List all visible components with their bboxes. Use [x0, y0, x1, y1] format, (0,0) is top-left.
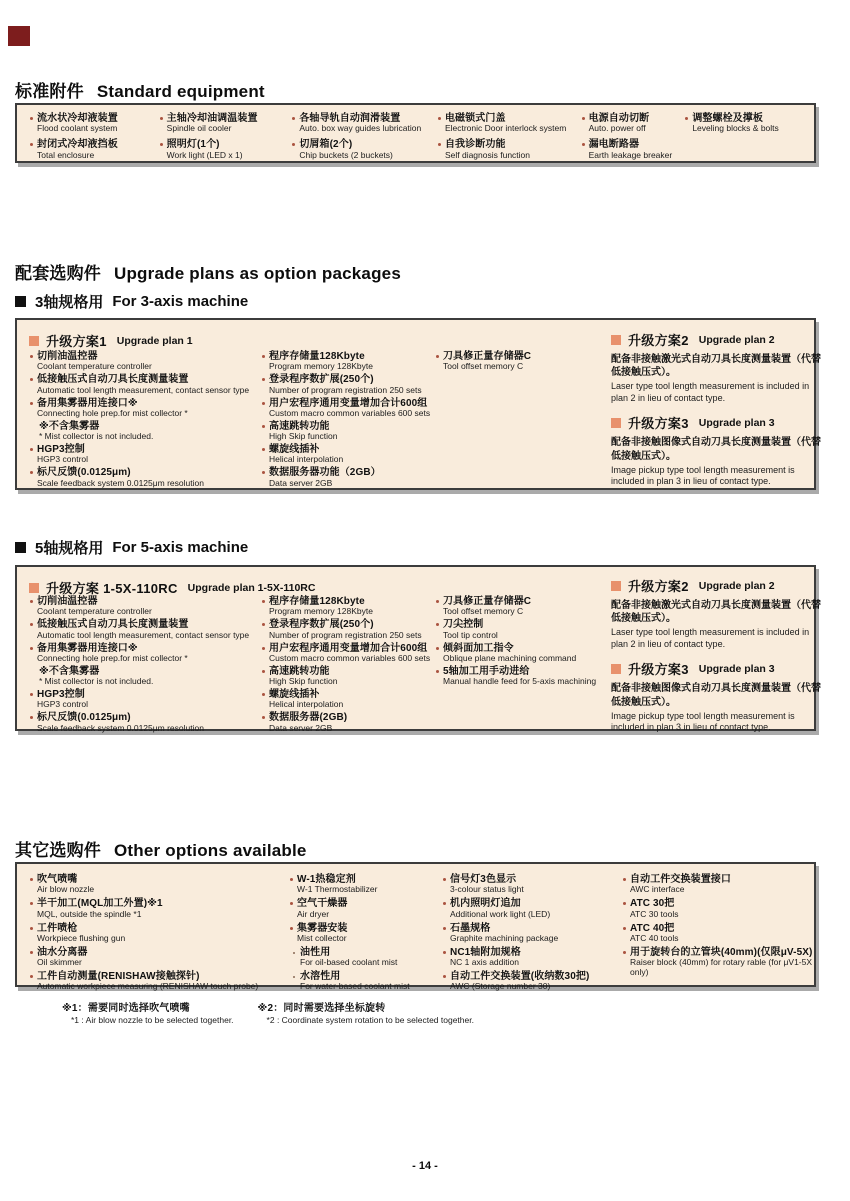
item-label-en: NC 1 axis addition: [450, 957, 519, 968]
plan2-desc-en: Laser type tool length measurement is included in plan 2 in lieu of contact type.: [611, 381, 810, 403]
subsection-title-zh: 5轴规格用: [35, 540, 104, 557]
item-label-en: Automatic tool length measurement, contact sensor type: [37, 629, 250, 640]
plan-square-icon: [611, 335, 621, 345]
item-label-zh: 低接触压式自动刀具长度测量装置: [37, 619, 189, 631]
item-label-zh: 刀具修正量存储器C: [443, 596, 532, 607]
plans-2-3-column: [611, 576, 825, 739]
plan-square-icon: [611, 581, 621, 591]
option-item: [29, 619, 257, 640]
item-label-zh: 油水分离器: [37, 946, 88, 958]
item-label-en: Additional work light (LED): [450, 908, 551, 919]
option-item: [261, 619, 449, 640]
subsection-title-en: For 5-axis machine: [112, 539, 249, 556]
item-label-en: Air dryer: [297, 908, 330, 919]
equipment-item: [291, 139, 432, 160]
option-item: [435, 619, 603, 640]
item-label-zh: 数据服务器功能（2GB）: [269, 467, 381, 479]
item-label-zh: 电磁锁式门盖: [444, 113, 506, 124]
section-title-zh: 配套选购件: [15, 264, 101, 283]
equipment-column: [159, 113, 292, 161]
item-label-en: Coolant temperature controller: [37, 361, 152, 372]
item-label-zh: 工件喷枪: [37, 922, 78, 934]
plan2-desc-zh: 配备非接触激光式自动刀具长度测量装置（代替低接触压式）。: [611, 354, 821, 379]
item-label-zh: 自动工件交换装置接口: [630, 874, 731, 885]
black-square-icon: [15, 542, 26, 553]
equipment-item: [29, 139, 154, 160]
item-label-en: Oil skimmer: [37, 957, 82, 968]
item-label-en: MQL, outside the spindle *1: [37, 908, 142, 919]
section-title-zh: 其它选购件: [15, 841, 101, 860]
options-column: [289, 874, 447, 995]
option-item: [261, 421, 449, 442]
item-label-zh: HGP3控制: [37, 689, 85, 700]
item-label-zh: 登录程序数扩展(250个): [269, 374, 374, 386]
item-label-en: Automatic workpiece measuring (RENISHAW touch probe): [37, 981, 259, 992]
plan2-header: [611, 330, 825, 349]
item-label-en: Data server 2GB: [269, 722, 333, 733]
plans-2-3-column: [611, 330, 825, 493]
plan3-desc-zh: 配备非接触图像式自动刀具长度测量装置（代替低接触压式）。: [611, 683, 821, 708]
plan-title-en: Upgrade plan 3: [698, 662, 775, 675]
item-label-en: For water-based coolant mist: [300, 981, 410, 992]
plan1-column-b: [261, 351, 449, 491]
option-item: [29, 712, 257, 733]
plan-title-zh: 升级方案1: [46, 334, 107, 349]
item-label-en: Program memory 128Kbyte: [269, 606, 373, 617]
item-label-en: Leveling blocks & bolts: [692, 123, 779, 134]
item-label-en: Scale feedback system 0.0125μm resolution: [37, 477, 204, 488]
item-label-zh: 程序存储量128Kbyte: [269, 596, 365, 607]
options-column: [622, 874, 824, 981]
option-item: [442, 898, 622, 919]
item-label-en: Number of program registration 250 sets: [269, 384, 422, 395]
equipment-item: [581, 139, 680, 160]
item-label-zh: 切削油温控器: [37, 351, 98, 362]
option-item: [289, 923, 447, 944]
plan-square-icon: [611, 418, 621, 428]
black-square-icon: [15, 296, 26, 307]
item-label-zh: 数据服务器(2GB): [269, 712, 348, 724]
equipment-item: [437, 139, 576, 160]
item-label-en: Spindle oil cooler: [166, 123, 232, 134]
section-title-other: [15, 836, 307, 861]
item-label-en: Helical interpolation: [269, 699, 344, 710]
plan-square-icon: [29, 336, 39, 346]
option-item: [261, 596, 449, 617]
plan-title-zh: 升级方案2: [628, 333, 689, 348]
item-label-en: Helical interpolation: [269, 454, 344, 465]
option-item: [442, 923, 622, 944]
item-label-zh: ATC 40把: [630, 922, 675, 934]
item-label-en: * Mist collector is not included.: [39, 676, 154, 687]
item-label-en: AWC interface: [630, 884, 685, 895]
item-label-zh: 电源自动切断: [588, 113, 650, 124]
item-label-zh: 信号灯3色显示: [450, 874, 517, 885]
item-label-zh: 切屑箱(2个): [299, 139, 353, 151]
option-item: [29, 971, 291, 992]
item-label-zh: 半干加工(MQL加工外置)※1: [37, 898, 163, 910]
upgrade-5axis-box: [15, 565, 821, 733]
subsection-title-5axis: [15, 537, 248, 558]
item-label-zh: 5轴加工用手动进给: [443, 665, 530, 677]
footnotes: [62, 999, 474, 1025]
item-label-en: For oil-based coolant mist: [300, 957, 398, 968]
item-label-zh: ※不含集雾器: [39, 420, 100, 432]
plan2-header: [611, 576, 825, 595]
item-label-en: Tool offset memory C: [443, 606, 524, 617]
plan1-column-c: [435, 351, 603, 374]
plan1-header: [29, 578, 315, 597]
item-label-en: HGP3 control: [37, 454, 89, 465]
option-item: [261, 351, 449, 372]
item-label-en: W-1 Thermostabilizer: [297, 884, 378, 895]
plan-title-zh: 升级方案3: [628, 662, 689, 678]
item-label-zh: 刀尖控制: [443, 619, 484, 631]
footnote: [258, 999, 474, 1025]
item-label-en: Auto. box way guides lubrication: [299, 123, 422, 134]
item-label-en: Automatic tool length measurement, contact sensor type: [37, 384, 250, 395]
subsection-title-en: For 3-axis machine: [112, 293, 249, 310]
section-title-en: Upgrade plans as option packages: [114, 264, 401, 283]
item-label-zh: HGP3控制: [37, 444, 85, 455]
item-label-zh: 照明灯(1个): [166, 139, 220, 151]
item-label-zh: 各轴导轨自动润滑装置: [299, 113, 401, 124]
item-label-en: Scale feedback system 0.0125μm resolution: [37, 722, 204, 733]
option-item: [622, 898, 824, 919]
item-label-en: Work light (LED x 1): [166, 149, 243, 160]
option-item: [289, 874, 447, 895]
option-item: [29, 666, 257, 687]
item-label-en: High Skip function: [269, 676, 338, 687]
equipment-item: [684, 113, 809, 134]
item-label-en: Program memory 128Kbyte: [269, 361, 373, 372]
option-item: [435, 666, 603, 687]
page-number: - 14 -: [412, 1160, 438, 1172]
item-label-en: High Skip function: [269, 431, 338, 442]
item-label-en: Total enclosure: [37, 149, 95, 160]
item-label-en: Workpiece flushing gun: [37, 932, 126, 943]
standard-equipment-box: [15, 103, 816, 163]
section-title-standard: [15, 77, 265, 102]
option-item: [261, 398, 449, 419]
plan3-desc-zh: 配备非接触图像式自动刀具长度测量装置（代替低接触压式）。: [611, 437, 821, 462]
plan-title-en: Upgrade plan 1-5X-110RC: [187, 581, 316, 594]
item-label-en: Data server 2GB: [269, 477, 333, 488]
item-label-zh: 备用集雾器用连接口※: [37, 397, 138, 409]
upgrade-3axis-box: [15, 318, 821, 490]
item-label-en: Connecting hole prep.for mist collector *: [37, 407, 188, 418]
plan-square-icon: [29, 583, 39, 593]
item-label-zh: 工件自动测量(RENISHAW接触探针): [37, 971, 200, 982]
footnote: [62, 999, 234, 1025]
footnote-en: *1 : Air blow nozzle to be selected together.: [71, 1015, 234, 1025]
item-label-zh: W-1热稳定剂: [297, 874, 356, 885]
item-label-zh: 标尺反馈(0.0125μm): [37, 712, 131, 724]
subsection-title-zh: 3轴规格用: [35, 294, 104, 311]
item-label-en: Flood coolant system: [37, 123, 118, 134]
item-label-en: Oblique plane machining command: [443, 652, 577, 663]
plan2-desc-zh: 配备非接触激光式自动刀具长度测量装置（代替低接触压式）。: [611, 600, 821, 625]
plan3-desc-en: Image pickup type tool length measurement is included in plan 3 in lieu of contact type.: [611, 464, 795, 487]
option-item: [622, 947, 824, 978]
item-label-zh: ※不含集雾器: [39, 665, 100, 677]
plan-title-zh: 升级方案2: [628, 579, 689, 594]
item-label-zh: 高速跳转功能: [269, 420, 330, 432]
plan-title-en: Upgrade plan 2: [698, 333, 775, 346]
option-item: [29, 596, 257, 617]
item-label-en: Graphite machining package: [450, 932, 559, 943]
item-label-en: Tool tip control: [443, 629, 498, 640]
item-label-en: AWC (Storage number 30): [450, 981, 551, 992]
item-label-en: Self diagnosis function: [444, 149, 531, 160]
option-item: [442, 947, 622, 968]
option-item: [261, 712, 449, 733]
equipment-column: [581, 113, 685, 161]
subsection-title-3axis: [15, 291, 248, 312]
item-label-en: * Mist collector is not included.: [39, 431, 154, 442]
option-item: [29, 874, 291, 895]
plan3-header: [611, 659, 825, 678]
plan1-column-a: [29, 596, 257, 736]
section-title-upgrade: [15, 259, 401, 284]
equipment-column: [437, 113, 581, 161]
item-label-zh: 标尺反馈(0.0125μm): [37, 467, 131, 479]
footnote-zh: ※2：同时需要选择坐标旋转: [257, 1003, 386, 1014]
option-item: [29, 444, 257, 465]
item-label-zh: 流水状冷却液装置: [37, 113, 118, 124]
plan2-desc-en: Laser type tool length measurement is included in plan 2 in lieu of contact type.: [611, 627, 810, 649]
equipment-column: [29, 113, 159, 161]
item-label-zh: 切削油温控器: [37, 596, 98, 607]
equipment-column: [684, 113, 814, 161]
plan-title-en: Upgrade plan 3: [698, 416, 775, 429]
item-label-zh: 刀具修正量存储器C: [443, 351, 532, 362]
item-label-zh: 封闭式冷却液挡板: [37, 139, 118, 151]
item-label-en: ATC 30 tools: [630, 908, 679, 919]
option-item: [622, 923, 824, 944]
plan-title-zh: 升级方案3: [628, 416, 689, 432]
option-item: [29, 689, 257, 710]
item-label-zh: 吹气喷嘴: [37, 874, 78, 885]
item-label-zh: 漏电断路器: [588, 139, 640, 151]
item-label-en: Coolant temperature controller: [37, 606, 152, 617]
item-label-en: Raiser block (40mm) for rotary rable (for μV1-5X only): [630, 957, 813, 977]
option-item: [622, 874, 824, 895]
item-label-en: Tool offset memory C: [443, 361, 524, 372]
plan1-header: [29, 331, 193, 350]
footnote-en: *2 : Coordinate system rotation to be selected together.: [266, 1015, 474, 1025]
item-label-en: Chip buckets (2 buckets): [299, 149, 393, 160]
option-item: [261, 444, 449, 465]
item-label-en: 3-colour status light: [450, 884, 524, 895]
item-label-zh: 水溶性用: [300, 971, 341, 982]
plan1-column-c: [435, 596, 603, 689]
item-label-en: Number of program registration 250 sets: [269, 629, 422, 640]
section-title-en: Standard equipment: [96, 82, 265, 101]
item-label-zh: 调整螺栓及撑板: [692, 113, 764, 124]
corner-mark: [8, 26, 30, 46]
option-item: [261, 643, 449, 664]
item-label-zh: 油性用: [300, 946, 331, 958]
equipment-item: [159, 113, 287, 134]
item-label-zh: 用户宏程序通用变量增加合计600组: [269, 397, 428, 409]
option-item: [442, 874, 622, 895]
item-label-zh: ATC 30把: [630, 898, 675, 910]
equipment-column: [291, 113, 437, 161]
option-item: [29, 947, 291, 968]
option-item: [442, 971, 622, 992]
option-item: [29, 421, 257, 442]
item-label-zh: 低接触压式自动刀具长度测量装置: [37, 374, 189, 386]
option-item: [29, 374, 257, 395]
item-label-en: ATC 40 tools: [630, 932, 679, 943]
plan-square-icon: [611, 664, 621, 674]
plan-title-en: Upgrade plan 2: [698, 579, 775, 592]
option-item: [292, 971, 447, 992]
item-label-zh: 程序存储量128Kbyte: [269, 351, 365, 362]
plan-title-en: Upgrade plan 1: [116, 334, 193, 347]
plan1-column-b: [261, 596, 449, 736]
item-label-en: Custom macro common variables 600 sets: [269, 652, 431, 663]
item-label-en: Manual handle feed for 5-axis machining: [443, 676, 597, 687]
section-title-zh: 标准附件: [15, 82, 84, 101]
option-item: [29, 643, 257, 664]
item-label-zh: 石墨规格: [450, 922, 491, 934]
option-item: [29, 898, 291, 919]
equipment-item: [291, 113, 432, 134]
item-label-en: Custom macro common variables 600 sets: [269, 407, 431, 418]
item-label-zh: 用户宏程序通用变量增加合计600组: [269, 642, 428, 654]
equipment-item: [29, 113, 154, 134]
equipment-item: [437, 113, 576, 134]
options-column: [442, 874, 622, 995]
item-label-en: Mist collector: [297, 932, 347, 943]
option-item: [261, 467, 449, 488]
section-title-en: Other options available: [114, 841, 307, 860]
option-item: [261, 374, 449, 395]
item-label-zh: 高速跳转功能: [269, 665, 330, 677]
option-item: [261, 689, 449, 710]
option-item: [435, 643, 603, 664]
plan1-column-a: [29, 351, 257, 491]
item-label-zh: 用于旋转台的立管块(40mm)(仅限μV-5X): [630, 946, 813, 958]
item-label-zh: 备用集雾器用连接口※: [37, 642, 138, 654]
plan3-desc-en: Image pickup type tool length measurement is included in plan 3 in lieu of contact type.: [611, 710, 795, 733]
option-item: [29, 351, 257, 372]
option-item: [29, 398, 257, 419]
other-options-box: [15, 862, 816, 992]
footnote-zh: ※1：需要同时选择吹气喷嘴: [62, 1003, 190, 1014]
option-item: [289, 898, 447, 919]
item-label-zh: 登录程序数扩展(250个): [269, 619, 374, 631]
option-item: [261, 666, 449, 687]
item-label-en: Auto. power off: [588, 123, 646, 134]
equipment-item: [159, 139, 287, 160]
item-label-zh: 空气干燥器: [297, 898, 348, 910]
option-item: [435, 351, 603, 372]
item-label-en: Connecting hole prep.for mist collector *: [37, 652, 188, 663]
option-item: [435, 596, 603, 617]
item-label-zh: 螺旋线插补: [269, 444, 320, 455]
item-label-en: Electronic Door interlock system: [444, 123, 567, 134]
item-label-zh: 螺旋线插补: [269, 689, 320, 700]
item-label-zh: 机内照明灯追加: [450, 898, 521, 910]
item-label-zh: 集雾器安装: [297, 922, 348, 934]
option-item: [29, 467, 257, 488]
item-label-en: HGP3 control: [37, 699, 89, 710]
item-label-en: Air blow nozzle: [37, 884, 95, 895]
option-item: [292, 947, 447, 968]
item-label-zh: 自我诊断功能: [444, 139, 506, 151]
item-label-zh: 主轴冷却油调温装置: [166, 113, 258, 124]
equipment-item: [581, 113, 680, 134]
item-label-zh: NC1轴附加规格: [450, 946, 521, 958]
option-item: [29, 923, 291, 944]
plan-title-zh: 升级方案 1-5X-110RC: [46, 581, 178, 596]
plan3-header: [611, 413, 825, 432]
item-label-zh: 自动工件交换装置(收纳数30把): [450, 971, 590, 982]
item-label-zh: 倾斜面加工指令: [443, 642, 514, 654]
item-label-en: Earth leakage breaker: [588, 149, 673, 160]
options-column: [29, 874, 291, 995]
